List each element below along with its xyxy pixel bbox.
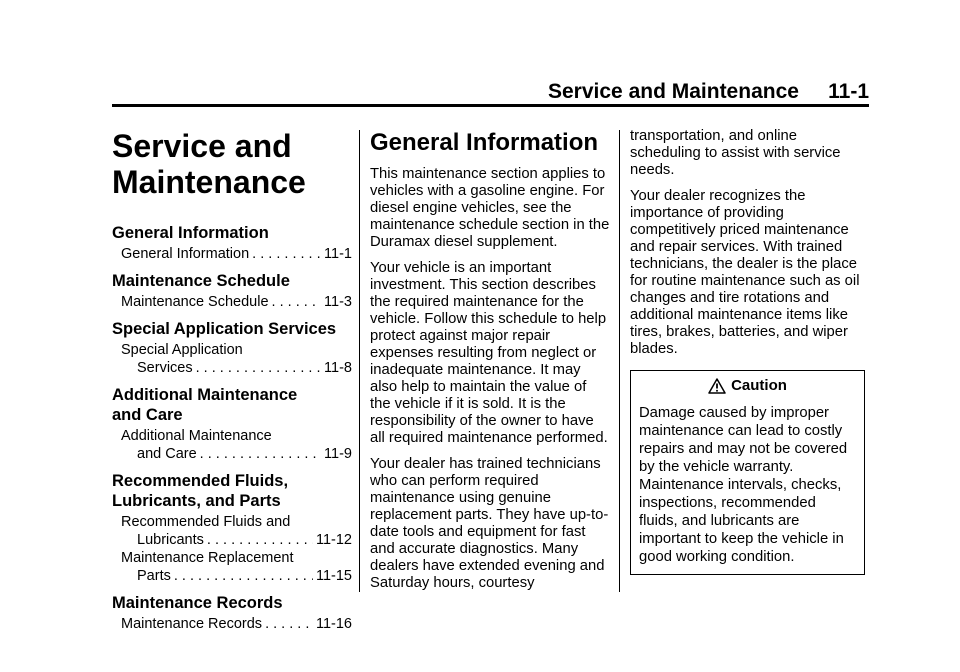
toc-entry[interactable]: Recommended Fluids and Lubricants . . . 11-12 bbox=[112, 513, 352, 549]
toc-entry[interactable]: Maintenance Records . . . 11-16 bbox=[112, 615, 352, 633]
toc-entry[interactable]: Special Application Services . . . 11-8 bbox=[112, 341, 352, 377]
toc-list bbox=[112, 427, 352, 463]
column-divider-1 bbox=[359, 130, 360, 592]
caution-text: Damage caused by improper maintenance can lead to costly repairs and may not be covered by the vehicle warranty. Maintenance intervals, checks, inspections, recommended fluids, and lubricants are important to keep the vehicle in good working condition. bbox=[639, 405, 848, 565]
toc-entry[interactable]: Additional Maintenance and Care . . . 11-9 bbox=[112, 427, 352, 463]
toc-list bbox=[112, 245, 352, 263]
header-rule bbox=[112, 104, 869, 107]
chapter-title bbox=[112, 128, 352, 200]
column-divider-2 bbox=[619, 130, 620, 592]
section-title: General Information bbox=[370, 129, 599, 156]
running-header bbox=[0, 80, 869, 104]
chapter-title-line-2: Maintenance bbox=[112, 164, 306, 200]
toc-list bbox=[112, 293, 352, 311]
header-title: Service and Maintenance bbox=[548, 80, 799, 103]
paragraph: Your vehicle is an important investment. This section describes the required maintenance for the vehicle. Follow this schedule to help protect against major repair expenses resulting from neglect or inadequate maintenance. It may also help to maintain the value of the vehicle if it is sold. It is the responsibility of the owner to have all required maintenance performed. bbox=[370, 260, 608, 446]
toc-entry[interactable]: Maintenance Schedule . . . 11-3 bbox=[112, 293, 352, 311]
caution-header bbox=[639, 377, 856, 394]
paragraph: Your dealer has trained technicians who can perform required maintenance using genuine replacement parts. They have up-to-date tools and equipment for fast and accurate diagnostics. Many dealers have extended evening and Saturday hours, courtesy bbox=[370, 456, 609, 591]
toc-heading: Special Application Services bbox=[112, 320, 337, 338]
toc-list bbox=[112, 513, 352, 585]
paragraph: transportation, and online scheduling to assist with service needs. bbox=[630, 128, 841, 178]
toc-heading: Recommended Fluids, Lubricants, and Parts bbox=[112, 472, 289, 510]
caution-box bbox=[630, 370, 865, 575]
toc-entry[interactable]: Maintenance Replacement Parts . . . 11-15 bbox=[112, 549, 352, 585]
chapter-contents-column bbox=[112, 128, 352, 639]
toc-list bbox=[112, 341, 352, 377]
toc-heading: Maintenance Records bbox=[112, 594, 283, 612]
header-page-number: 11-1 bbox=[828, 80, 869, 103]
toc-entry[interactable]: General Information . . . 11-1 bbox=[112, 245, 352, 263]
toc-list bbox=[112, 615, 352, 633]
paragraph: This maintenance section applies to vehicles with a gasoline engine. For diesel engine vehicles, see the maintenance schedule section in the Duramax diesel supplement. bbox=[370, 166, 610, 250]
general-information-column bbox=[370, 128, 610, 601]
caution-label: Caution bbox=[731, 377, 787, 394]
toc-heading: Additional Maintenance and Care bbox=[112, 386, 298, 424]
continuation-column bbox=[630, 128, 870, 575]
toc-heading: General Information bbox=[112, 224, 269, 242]
toc-heading: Maintenance Schedule bbox=[112, 272, 290, 290]
warning-triangle-icon bbox=[708, 378, 726, 394]
chapter-title-line-1: Service and bbox=[112, 128, 292, 164]
paragraph: Your dealer recognizes the importance of providing competitively priced maintenance and repair services. With trained technicians, the dealer is the place for routine maintenance such as oil changes and tire rotations and additional maintenance items like tires, brakes, batteries, and wiper blades. bbox=[630, 188, 860, 357]
